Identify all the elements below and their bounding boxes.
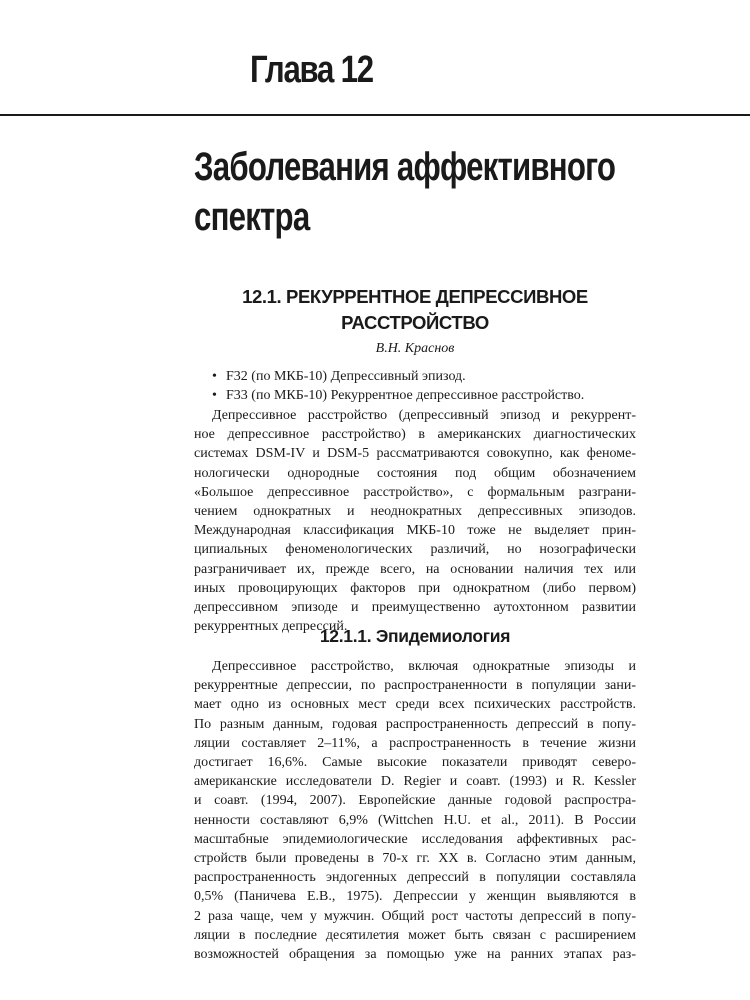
paragraph-line: масштабные эпидемиологические исследования аффективных рас- xyxy=(194,831,636,847)
paragraph-line: разграничивает их, прежде всего, на основании наличия тех или xyxy=(194,561,636,577)
paragraph-line: рекуррентных депрессий. xyxy=(194,619,348,635)
chapter-title xyxy=(194,142,615,242)
paragraph-line: 2 раза чаще, чем у мужчин. Общий рост частоты депрессий в попу- xyxy=(194,908,636,924)
section-heading xyxy=(194,284,636,336)
section-heading-line: РАССТРОЙСТВО xyxy=(341,312,489,333)
paragraph-line: чением однократных и неоднократных депрессивных эпизодов. xyxy=(194,504,636,520)
paragraph-line: ляции в последние десятилетия может быть связан с расширением xyxy=(194,927,636,943)
paragraph-line: нологически однородные состояния под общим обозначением xyxy=(194,465,636,481)
chapter-divider xyxy=(0,114,750,116)
paragraph-line: «Большое депрессивное расстройство», с формальным разграни- xyxy=(194,484,636,500)
section-heading-line: 12.1. РЕКУРРЕНТНОЕ ДЕПРЕССИВНОЕ xyxy=(242,286,588,307)
section-paragraph xyxy=(194,406,636,636)
paragraph-line: рекуррентные депрессии, по распространенности в популяции зани- xyxy=(194,678,636,694)
paragraph-line: Международная классификация МКБ-10 тоже не выделяет прин- xyxy=(194,523,636,539)
paragraph-line: возможностей обращения за помощью уже на ранних этапах раз- xyxy=(194,947,636,963)
code-list-item: • F33 (по МКБ-10) Рекуррентное депрессивное расстройство. xyxy=(212,386,642,405)
paragraph-line: депрессивном эпизоде и преимущественно аутохтонном развитии xyxy=(194,600,636,616)
paragraph-line: достигает 16,6%. Самые высокие показатели приводят северо- xyxy=(194,755,636,771)
paragraph-line: Депрессивное расстройство (депрессивный эпизод и рекуррент- xyxy=(212,408,636,423)
chapter-title-line: Заболевания аффективного xyxy=(194,145,616,189)
paragraph-line: системах DSM-IV и DSM-5 рассматриваются совокупно, как феноме- xyxy=(194,446,636,462)
paragraph-line: ципиальных феноменологических различий, но нозографически xyxy=(194,542,636,558)
paragraph-line: ное депрессивное расстройство) в американских диагностических xyxy=(194,427,636,443)
chapter-title-line: спектра xyxy=(194,195,310,239)
paragraph-line: ляции составляет 2–11%, а распространенность в течение жизни xyxy=(194,735,636,751)
subsection-heading: 12.1.1. Эпидемиология xyxy=(319,626,511,646)
code-list xyxy=(212,367,642,405)
code-list-item: • F32 (по МКБ-10) Депрессивный эпизод. xyxy=(212,367,642,386)
chapter-label: Глава 12 xyxy=(250,49,373,91)
paragraph-line: 0,5% (Паничева Е.В., 1975). Депрессии у женщин выявляются в xyxy=(194,889,636,905)
paragraph-line: распространенность эндогенных депрессий в популяции составляла xyxy=(194,870,636,886)
paragraph-line: и соавт. (1994, 2007). Европейские данные годовой распростра- xyxy=(194,793,636,809)
paragraph-line: американские исследователи D. Regier и соавт. (1993) и R. Kessler xyxy=(194,774,636,790)
subsection-paragraph xyxy=(194,657,636,964)
paragraph-line: ненности составляют 6,9% (Wittchen H.U. et al., 2011). В России xyxy=(194,812,636,828)
section-author: В.Н. Краснов xyxy=(375,341,455,356)
paragraph-line: По разным данным, годовая распространенность депрессий в попу- xyxy=(194,716,636,732)
paragraph-line: иных провоцирующих факторов при однократном (либо первом) xyxy=(194,580,636,596)
paragraph-line: Депрессивное расстройство, включая однократные эпизоды и xyxy=(212,659,636,674)
paragraph-line: мает одно из основных мест среди всех психических расстройств. xyxy=(194,697,636,713)
paragraph-line: стройств были проведены в 70-х гг. XX в. Согласно этим данным, xyxy=(194,851,636,867)
